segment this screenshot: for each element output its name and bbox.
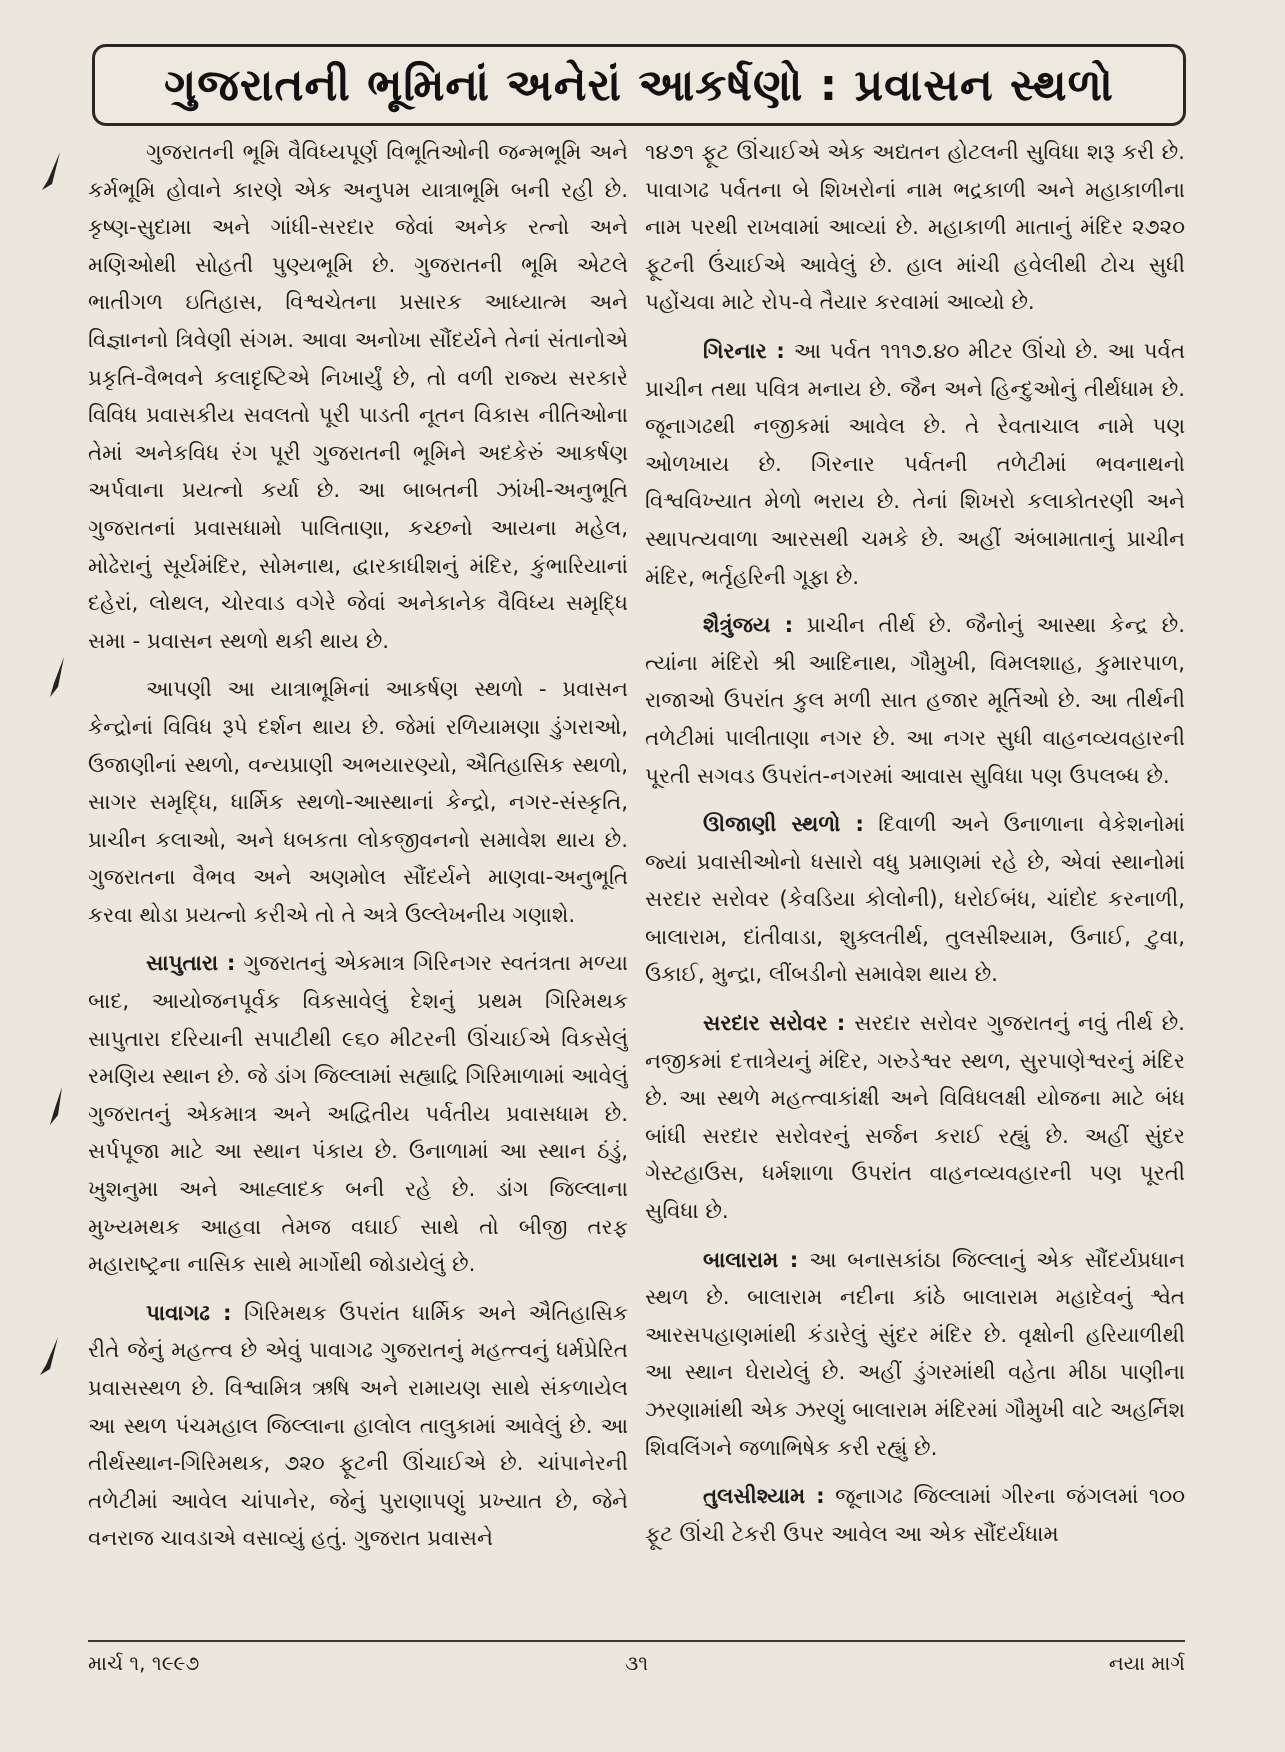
- section-heading-saputara: સાપુતારા :: [146, 951, 236, 977]
- paragraph-text: આપણી આ યાત્રાભૂમિનાં આકર્ષણ સ્થળો - પ્રવાસન કેન્દ્રોનાં વિવિધ રૂપે દર્શન થાય છે. જેમાં રળિયામણા ડુંગરાઓ, ઉજાણીનાં સ્થળો, વન્યપ્રાણી અભયારણ્યો, ઐતિહાસિક સ્થળો, સાગર સમૃદ્ધિ, ધાર્મિક સ્થળો-આસ્થાનાં કેન્દ્રો, નગર-સંસ્કૃતિ, પ્રાચીન કલાઓ, અને ધબકતા લોકજીવનનો સમાવેશ થાય છે. ગુજરાતના વૈભવ અને અણમોલ સૌંદર્યને માણવા-અનુભૂતિ કરવા થોડા પ્રયત્નો કરીએ તો તે અત્રે ઉલ્લેખનીય ગણાશે.: [88, 677, 628, 928]
- margin-mark-icon: [38, 1335, 62, 1381]
- section-heading-balaram: બાલારામ :: [703, 1247, 799, 1273]
- margin-mark-icon: [40, 150, 64, 196]
- paragraph-tulsishyam: [645, 1478, 1185, 1553]
- issue-date: માર્ચ ૧, ૧૯૯૭: [88, 1651, 200, 1675]
- paragraph-sardar-sarovar: [645, 1005, 1185, 1231]
- section-heading-tulsishyam: તુલસીશ્યામ :: [703, 1484, 825, 1510]
- paragraph-text: ગુજરાતની ભૂમિ વૈવિધ્યપૂર્ણ વિભૂતિઓની જન્મભૂમિ અને કર્મભૂમિ હોવાને કારણે એક અનુપમ યાત્રાભૂમિ બની રહી છે. કૃષ્ણ-સુદામા અને ગાંધી-સરદાર જેવાં અનેક રત્નો અને મણિઓથી સોહતી પુણ્યભૂમિ છે. ગુજરાતની ભૂમિ એટલે ભાતીગળ ઇતિહાસ, વિશ્વચેતના પ્રસારક આધ્યાત્મ અને વિજ્ઞાનનો ત્રિવેણી સંગમ. આવા અનોખા સૌંદર્યને તેનાં સંતાનોએ પ્રકૃતિ-વૈભવને કલાદૃષ્ટિએ નિખાર્યું છે, તો વળી રાજ્ય સરકારે વિવિધ પ્રવાસકીય સવલતો પૂરી પાડતી નૂતન વિકાસ નીતિઓના તેમાં અનેકવિધ રંગ પૂરી ગુજરાતની ભૂમિને અદકેરું આકર્ષણ અર્પવાના પ્રયત્નો કર્યા છે. આ બાબતની ઝાંખી-અનુભૂતિ ગુજરાતનાં પ્રવાસધામો પાલિતાણા, કચ્છનો આયના મહેલ, મોઢેરાનું સૂર્યમંદિર, સોમનાથ, દ્વારકાધીશનું મંદિર, કુંભારિયાનાં દહેરાં, લોથલ, ચોરવાડ વગેરે જેવાં અનેકાનેક વૈવિધ્ય સમૃદ્ધિ સમા - પ્રવાસન સ્થળો થકી થાય છે.: [88, 140, 628, 654]
- page-title: ગુજરાતની ભૂમિનાં અનેરાં આકર્ષણો : પ્રવાસન સ્થળો: [164, 59, 1114, 111]
- page-footer: [88, 1640, 1185, 1676]
- paragraph-text: ગુજરાતનું એકમાત્ર ગિરિનગર સ્વતંત્રતા મળ્યા બાદ, આયોજનપૂર્વક વિકસાવેલું દેશનું પ્રથમ ગિરિમથક સાપુતારા દરિયાની સપાટીથી ૯૬૦ મીટરની ઊંચાઈએ વિકસેલું રમણિય સ્થાન છે. જે ડાંગ જિલ્લામાં સહ્યાદ્રિ ગિરિમાળામાં આવેલું ગુજરાતનું એકમાત્ર અને અદ્વિતીય પર્વતીય પ્રવાસધામ છે. સર્પપૂજા માટે આ સ્થાન પંકાય છે. ઉનાળામાં આ સ્થાન ઠંડું, ખુશનુમા અને આહ્લાદક બની રહે છે. ડાંગ જિલ્લાના મુખ્યમથક આહવા તેમજ વઘાઈ સાથે તો બીજી તરફ મહારાષ્ટ્રના નાસિક સાથે માર્ગોથી જોડાયેલું છે.: [88, 951, 628, 1278]
- paragraph-saputara: [88, 945, 628, 1283]
- left-column: [88, 134, 628, 1624]
- title-banner: [92, 44, 1186, 126]
- right-column: [645, 134, 1185, 1624]
- page-number: ૩૧: [624, 1651, 649, 1675]
- paragraph-balaram: [645, 1242, 1185, 1468]
- paragraph-text: સરદાર સરોવર ગુજરાતનું નવું તીર્થ છે. નજીકમાં દત્તાત્રેયનું મંદિર, ગરુડેશ્વર સ્થળ, સુરપાણેશ્વરનું મંદિર છે. આ સ્થળે મહત્ત્વાકાંક્ષી અને વિવિધલક્ષી યોજના માટે બંધ બાંધી સરદાર સરોવરનું સર્જન કરાઈ રહ્યું છે. અહીં સુંદર ગેસ્ટહાઉસ, ધર્મશાળા ઉપરાંત વાહનવ્યવહારની પણ પૂરતી સુવિધા છે.: [645, 1011, 1185, 1225]
- margin-mark-icon: [44, 1085, 68, 1131]
- section-heading-pavagadh: પાવાગઢ :: [146, 1300, 232, 1326]
- section-heading-picnic-spots: ઊજાણી સ્થળો :: [703, 812, 864, 838]
- paragraph-intro: [88, 134, 628, 660]
- paragraph-text: દિવાળી અને ઉનાળાના વેકેશનોમાં જ્યાં પ્રવાસીઓનો ધસારો વધુ પ્રમાણમાં રહે છે, એવાં સ્થાનોમાં સરદાર સરોવર (કેવડિયા કોલોની), ધરોઈબંધ, ચાંદોદ કરનાળી, બાલારામ, દાંતીવાડા, શુક્લતીર્થ, તુલસીશ્યામ, ઉનાઈ, ટુવા, ઉકાઈ, મુન્દ્રા, લીંબડીનો સમાવેશ થાય છે.: [645, 812, 1185, 988]
- paragraph-pavagadh-continued: [645, 134, 1185, 322]
- magazine-name: નયા માર્ગ: [1108, 1651, 1185, 1675]
- paragraph-attractions: [88, 671, 628, 934]
- paragraph-shatrunjay: [645, 607, 1185, 795]
- section-heading-girnar: ગિરનાર :: [703, 338, 785, 364]
- paragraph-girnar: [645, 333, 1185, 596]
- paragraph-text: ૧૪૭૧ ફૂટ ઊંચાઈએ એક અદ્યતન હોટલની સુવિધા શરૂ કરી છે. પાવાગઢ પર્વતના બે શિખરોનાં નામ ભદ્રકાળી અને મહાકાળીના નામ પરથી રાખવામાં આવ્યાં છે. મહાકાળી માતાનું મંદિર ૨૭૨૦ ફૂટની ઉંચાઈએ આવેલું છે. હાલ માંચી હવેલીથી ટોચ સુધી પહોંચવા માટે રોપ-વે તૈયાર કરવામાં આવ્યો છે.: [645, 140, 1185, 316]
- paragraph-text: આ પર્વત ૧૧૧૭.૪૦ મીટર ઊંચો છે. આ પર્વત પ્રાચીન તથા પવિત્ર મનાય છે. જૈન અને હિન્દુઓનું તીર્થધામ છે. જૂનાગઢથી નજીકમાં આવેલ છે. તે રેવતાચાલ નામે પણ ઓળખાય છે. ગિરનાર પર્વતની તળેટીમાં ભવનાથનો વિશ્વવિખ્યાત મેળો ભરાય છે. તેનાં શિખરો કલાકોતરણી અને સ્થાપત્યવાળા આરસથી ચમકે છે. અહીં અંબામાતાનું પ્રાચીન મંદિર, ભર્તૃહરિની ગૂફા છે.: [645, 338, 1185, 590]
- paragraph-pavagadh: [88, 1295, 628, 1558]
- paragraph-text: પ્રાચીન તીર્થ છે. જૈનોનું આસ્થા કેન્દ્ર છે. ત્યાંના મંદિરો શ્રી આદિનાથ, ગૌમુખી, વિમલશાહ, કુમારપાળ, રાજાઓ ઉપરાંત કુલ મળી સાત હજાર મૂર્તિઓ છે. આ તીર્થની તળેટીમાં પાલીતાણા નગર છે. આ નગર સુધી વાહનવ્યવહારની પૂરતી સગવડ ઉપરાંત-નગરમાં આવાસ સુવિધા પણ ઉપલબ્ધ છે.: [645, 613, 1185, 789]
- section-heading-shatrunjay: શૈત્રુંજય :: [703, 613, 794, 639]
- paragraph-text: ગિરિમથક ઉપરાંત ધાર્મિક અને ઐતિહાસિક રીતે જેનું મહત્ત્વ છે એવું પાવાગઢ ગુજરાતનું મહત્ત્વનું ધર્મપ્રેરિત પ્રવાસસ્થળ છે. વિશ્વામિત્ર ઋષિ અને રામાયણ સાથે સંકળાયેલ આ સ્થળ પંચમહાલ જિલ્લાના હાલોલ તાલુકામાં આવેલું છે. આ તીર્થસ્થાન-ગિરિમથક, ૭૨૦ ફૂટની ઊંચાઈએ છે. ચાંપાનેરની તળેટીમાં આવેલ ચાંપાનેર, જેનું પુરાણાપણું પ્રખ્યાત છે, જેને વનરાજ ચાવડાએ વસાવ્યું હતું. ગુજરાત પ્રવાસને: [88, 1300, 628, 1552]
- section-heading-sardar-sarovar: સરદાર સરોવર :: [703, 1011, 846, 1037]
- paragraph-text: જૂનાગઢ જિલ્લામાં ગીરના જંગલમાં ૧૦૦ ફૂટ ઊંચી ટેકરી ઉપર આવેલ આ એક સૌંદર્યધામ: [645, 1484, 1185, 1547]
- paragraph-picnic-spots: [645, 806, 1185, 994]
- margin-mark-icon: [44, 655, 68, 701]
- paragraph-text: આ બનાસકાંઠા જિલ્લાનું એક સૌંદર્યપ્રધાન સ્થળ છે. બાલારામ નદીના કાંઠે બાલારામ મહાદેવનું શ્વેત આરસપહાણમાંથી કંડારેલું સુંદર મંદિર છે. વૃક્ષોની હરિયાળીથી આ સ્થાન ઘેરાયેલું છે. અહીં ડુંગરમાંથી વહેતા મીઠા પાણીના ઝરણામાંથી એક ઝરણું બાલારામ મંદિરમાં ગૌમુખી વાટે અહર્નિશ શિવલિંગને જળાભિષેક કરી રહ્યું છે.: [645, 1247, 1185, 1461]
